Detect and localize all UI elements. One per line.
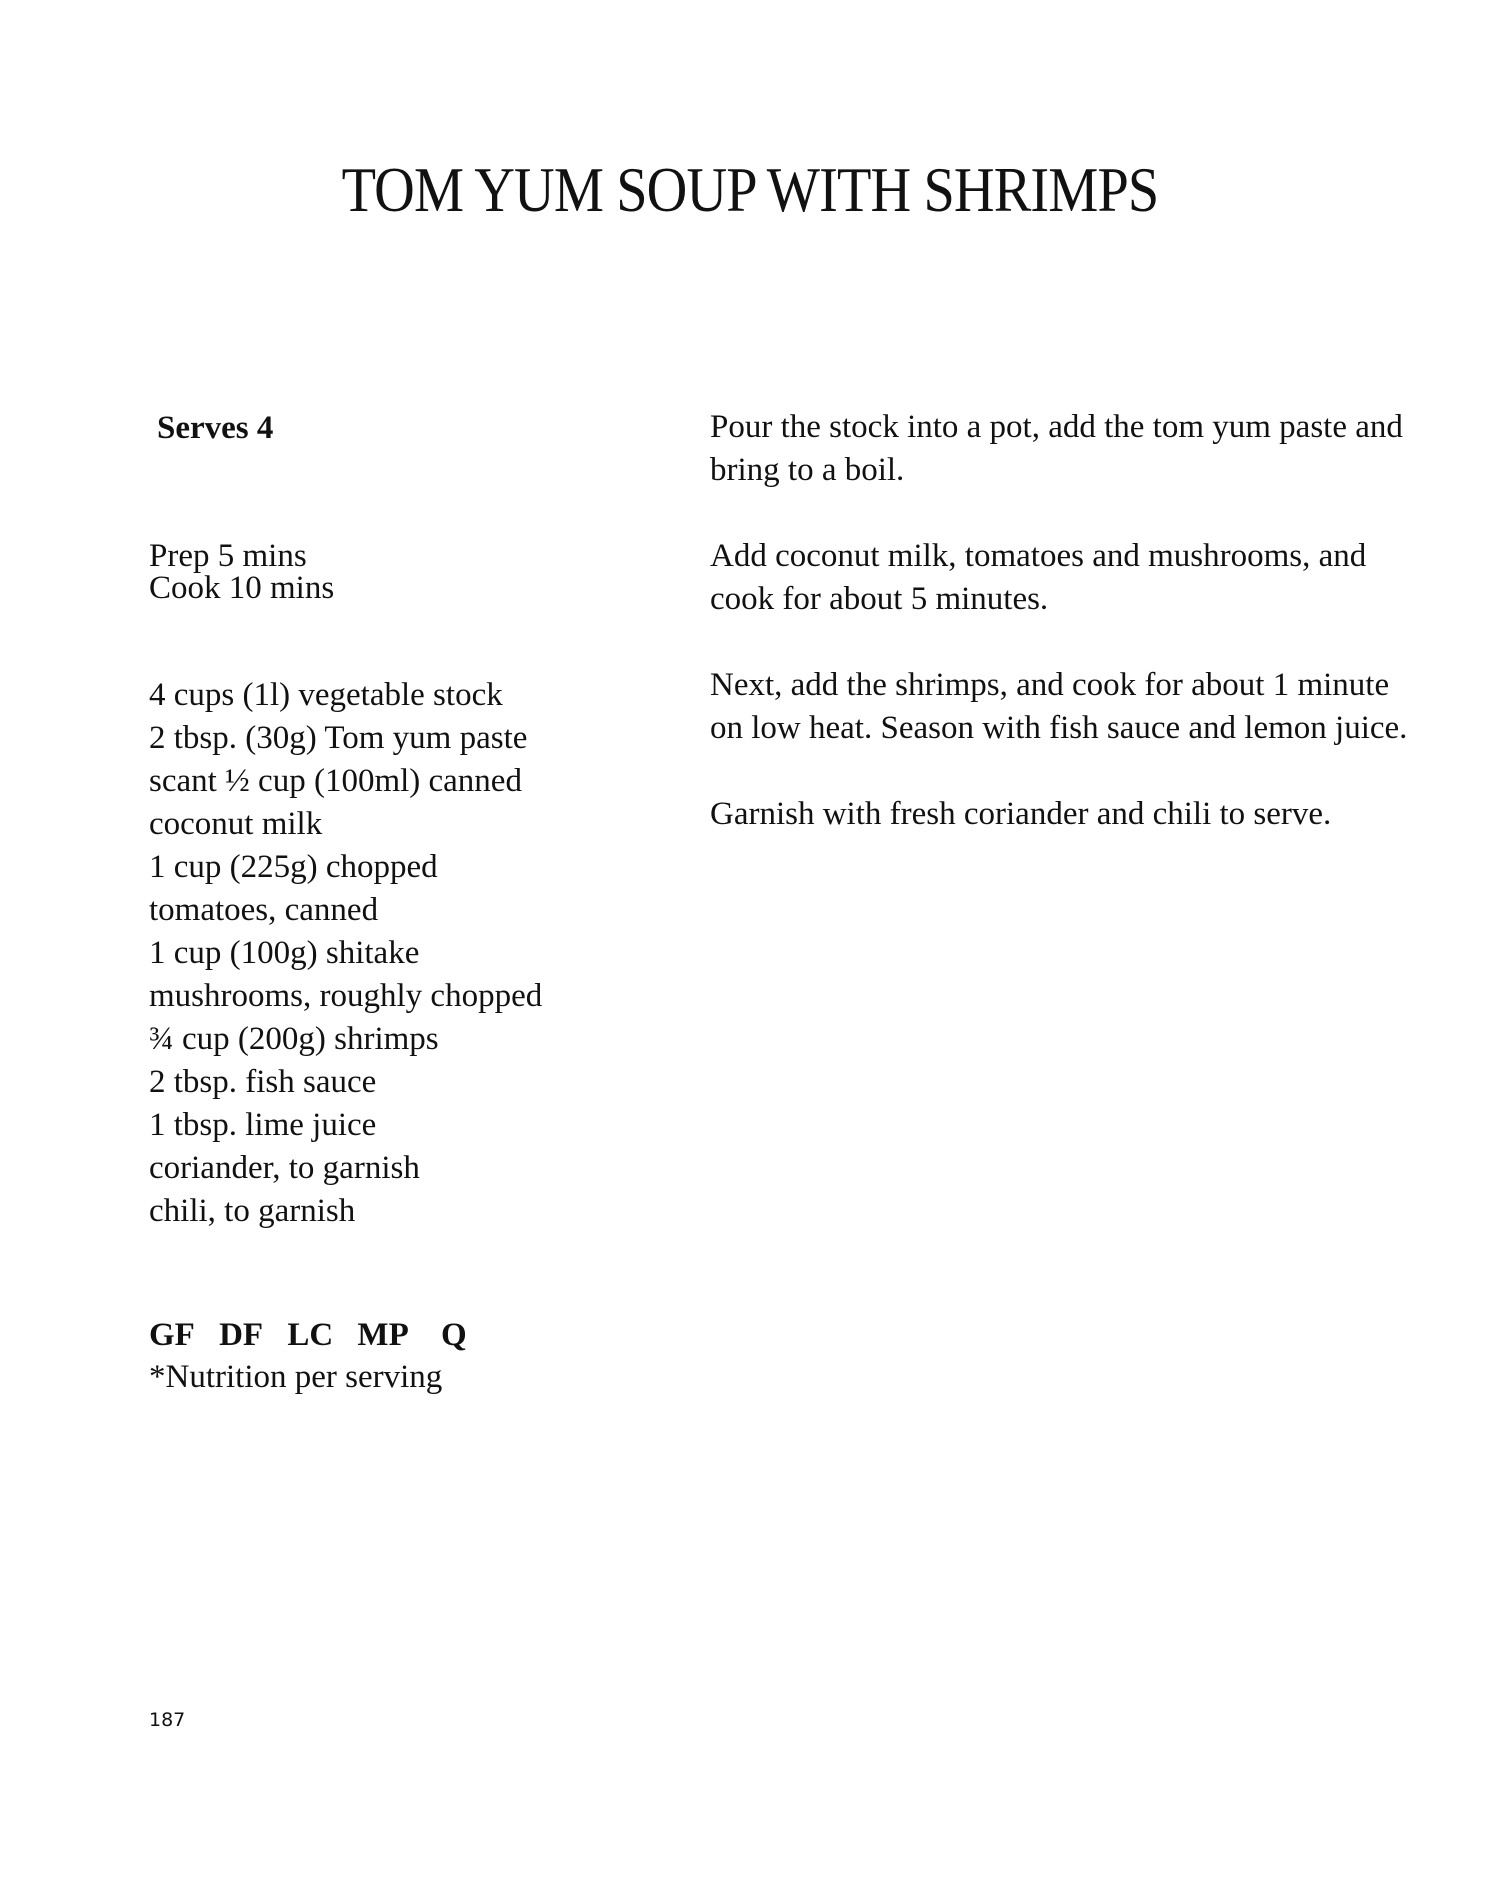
cook-time: Cook 10 mins: [149, 570, 335, 606]
ingredient-line: coconut milk: [149, 806, 323, 842]
ingredient-line: 1 cup (225g) chopped: [149, 849, 438, 885]
ingredient-line: mushrooms, roughly chopped: [149, 978, 543, 1014]
diet-tag-gf: GF: [149, 1317, 195, 1353]
ingredient-line: coriander, to garnish: [149, 1150, 420, 1186]
serves-label: Serves 4: [157, 410, 274, 446]
method-step: Garnish with fresh coriander and chili to serve.: [710, 796, 1332, 832]
prep-time: Prep 5 mins: [149, 538, 307, 574]
ingredient-line: ¾ cup (200g) shrimps: [149, 1021, 439, 1057]
ingredient-list: [149, 674, 542, 1233]
diet-tag-q: Q: [440, 1317, 467, 1353]
ingredient-line: chili, to garnish: [149, 1193, 356, 1229]
method-step: Add coconut milk, tomatoes and mushrooms, and cook for about 5 minutes.: [710, 538, 1367, 617]
ingredient-line: 4 cups (1l) vegetable stock: [149, 677, 503, 713]
ingredient-line: 2 tbsp. (30g) Tom yum paste: [149, 720, 528, 756]
method-step: Pour the stock into a pot, add the tom yum paste and bring to a boil.: [710, 409, 1403, 488]
method-step: Next, add the shrimps, and cook for about 1 minute on low heat. Season with fish sauce and lemon juice.: [710, 667, 1408, 746]
diet-tag-df: DF: [219, 1317, 264, 1353]
nutrition-note: *Nutrition per serving: [149, 1359, 443, 1395]
diet-tag-row: [149, 1314, 481, 1356]
diet-tag-lc: LC: [287, 1317, 334, 1353]
ingredient-line: 1 tbsp. lime juice: [149, 1107, 377, 1143]
ingredient-line: 2 tbsp. fish sauce: [149, 1064, 377, 1100]
ingredient-line: scant ½ cup (100ml) canned: [149, 763, 522, 799]
ingredient-line: 1 cup (100g) shitake: [149, 935, 420, 971]
diet-tags: [149, 1314, 481, 1398]
recipe-title: TOM YUM SOUP WITH SHRIMPS: [341, 154, 1159, 225]
ingredient-line: tomatoes, canned: [149, 892, 379, 928]
page-number: 187: [149, 1709, 186, 1731]
diet-tag-mp: MP: [357, 1317, 409, 1353]
method-steps: [710, 406, 1410, 879]
time-info: [149, 540, 334, 604]
